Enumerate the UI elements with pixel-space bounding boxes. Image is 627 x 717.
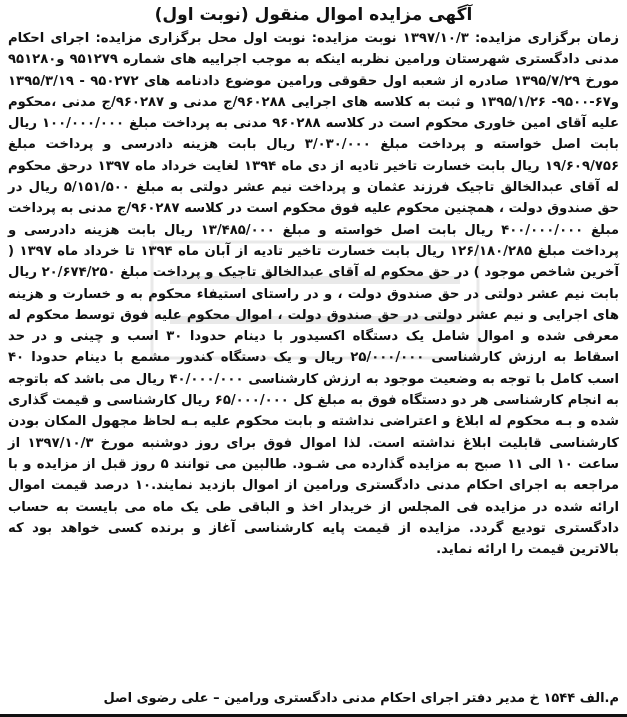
notice-signature: م.الف ۱۵۴۴ خ مدیر دفتر اجرای احکام مدنی دادگستری ورامین – علی رضوی اصل: [103, 691, 619, 706]
notice-title: آگهی مزایده اموال منقول (نوبت اول): [154, 5, 473, 25]
notice-body: زمان برگزاری مزایده: ۱۳۹۷/۱۰/۳ نوبت مزایده: نوبت اول محل برگزاری مزایده: اجرای احکام مدنی دادگستری شهرستان ورامین نظربه اینکه به موجب اجراییه های شماره ۹۵۱۲۷۹ و۹۵۱۲۸۰ مورخ ۱۳۹۵/۷/۲۹ صادره از شعبه اول حقوقی ورامین موضوع دادنامه های ۹۵۰۲۷۲ - ۱۳۹۵/۳/۱۹ و۶۷-۹۵۰۰- ۱۳۹۵/۱/۲۶ و ثبت به کلاسه های اجرایی ۹۶۰۲۸۸/ج مدنی و ۹۶۰۲۸۷/ج مدنی ،محکوم علیه آقای امین خاوری محکوم است در کلاسه ۹۶۰۲۸۸ مدنی به پرداخت مبلغ ۱۰۰/۰۰۰/۰۰۰ ریال بابت اصل خواسته و پرداخت مبلغ ۳/۰۳۰/۰۰۰ ریال بابت هزینه دادرسی و پرداخت مبلغ ۱۹/۶۰۹/۷۵۶ ریال بابت خسارت تاخیر تادیه از دی ماه ۱۳۹۴ لغایت خرداد ماه ۱۳۹۷ درحق محکوم له آقای عبدالخالق تاجیک فرزند عثمان و پرداخت نیم عشر دولتی به مبلغ ۵/۱۵۱/۵۰۰ ریال در حق صندوق دولت ، همچنین محکوم علیه فوق محکوم است در کلاسه ۹۶۰۲۸۷/ج مدنی به پرداخت مبلغ ۴۰۰/۰۰۰/۰۰۰ ریال بابت اصل خواسته و مبلغ ۱۳/۴۸۵/۰۰۰ ریال بابت هزینه دادرسی و پرداخت مبلغ ۱۲۶/۱۸۰/۲۸۵ ریال بابت خسارت تاخیر تادیه از آبان ماه ۱۳۹۴ تا خرداد ماه ۱۳۹۷ ( آخرین شاخص موجود ) در حق محکوم له آقای عبدالخالق تاجیک و پرداخت مبلغ ۲۰/۶۷۴/۲۵۰ ریال بابت نیم عشر دولتی در حق صندوق دولت ، و در راستای استیفاء محکوم به و خسارت و هزینه های اجرایی و نیم عشر دولتی در حق صندوق دولت ، اموال محکوم علیه فوق توسط محکوم له معرفی شده و اموال شامل یک دستگاه اکسیدور با دینام حدودا ۳۰ اسب و چینی و در حد اسقاط به ارزش کارشناسی ۲۵/۰۰۰/۰۰۰ ریال و یک دستگاه کندور مشمع با دینام حدودا ۴۰ اسب کامل با توجه به وضعیت موجود به ارزش کارشناسی ۴۰/۰۰۰/۰۰۰ ریال می باشد که باتوجه به انجام کارشناسی هر دو دستگاه فوق به مبلغ کل ۶۵/۰۰۰/۰۰۰ ریال کارشناسی و قیمت گذاری شده و بـه محکوم له ابلاغ و اعتراضی نداشته و بابت محکوم علیه بـه لحاظ مجهول المکان بودن کارشناسی قابلیت ابلاغ نداشته است. لذا اموال فوق برای روز دوشنبه مورخ ۱۳۹۷/۱۰/۳ از ساعت ۱۰ الی ۱۱ صبح به مزایده گذارده می شـود. طالبین می توانند ۵ روز قبل از مزایده و با مراجعه به اجرای احکام مدنی دادگستری ورامین از اموال بازدید نمایند.۱۰ درصد قیمت اموال ارائه شده در مزایده فی المجلس از خریدار اخذ و الباقی طی یک ماه می بایست به حساب دادگستری تودیع گردد. مزایده از قیمت پایه کارشناسی آغاز و برنده کسی خواهد بود که بالاترین قیمت را ارائه نماید.: [8, 31, 620, 558]
